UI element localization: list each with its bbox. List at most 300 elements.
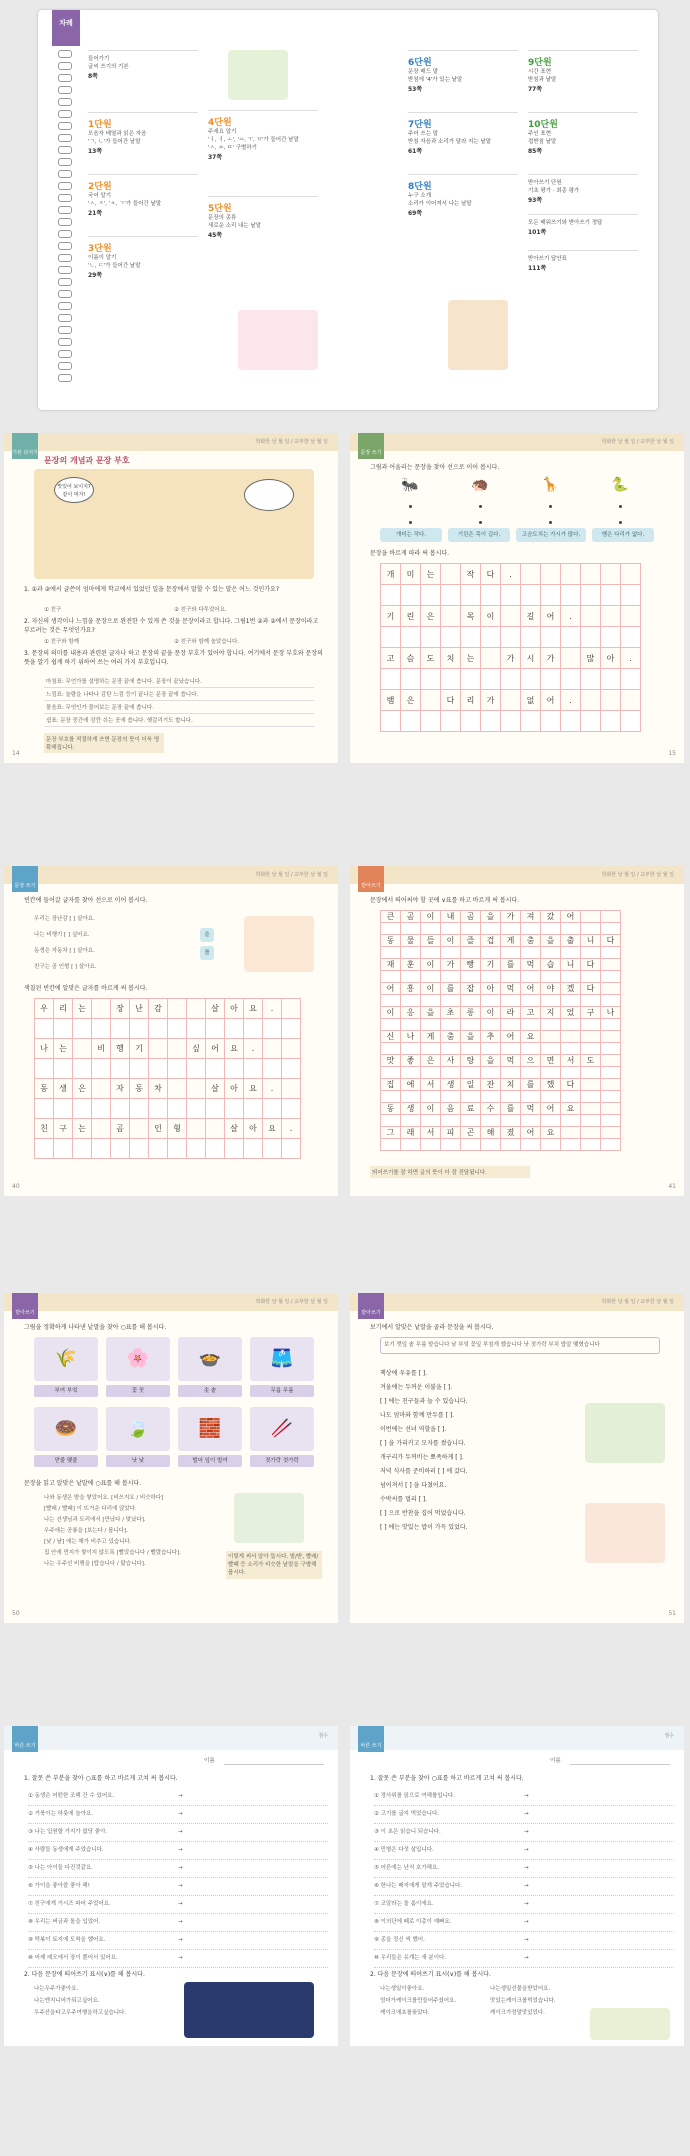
grid-cell[interactable]: 는 <box>421 564 441 585</box>
practice-cell[interactable] <box>421 947 441 959</box>
practice-cell[interactable] <box>481 1091 501 1103</box>
practice-cell[interactable] <box>54 1099 73 1119</box>
practice-cell[interactable] <box>111 1059 130 1079</box>
grid-cell[interactable] <box>601 959 621 971</box>
grid-cell[interactable]: 서 <box>421 1079 441 1091</box>
grid-cell[interactable]: 나 <box>35 1039 54 1059</box>
practice-cell[interactable] <box>441 627 461 648</box>
grid-cell[interactable]: 어 <box>521 1127 541 1139</box>
toc-item-7[interactable] <box>408 112 518 174</box>
grid-cell[interactable]: . <box>263 999 282 1019</box>
practice-cell[interactable] <box>421 711 441 732</box>
grid-cell[interactable]: 이 <box>481 606 501 627</box>
grid-cell[interactable]: 잡 <box>461 983 481 995</box>
grid-cell[interactable]: 비 <box>92 1039 111 1059</box>
practice-cell[interactable] <box>111 1019 130 1039</box>
grid-cell[interactable]: 살 <box>206 1079 225 1099</box>
practice-cell[interactable] <box>501 585 521 606</box>
practice-cell[interactable] <box>601 971 621 983</box>
practice-cell[interactable] <box>581 585 601 606</box>
practice-cell[interactable] <box>481 923 501 935</box>
spacing-grid[interactable] <box>380 910 621 1151</box>
spacing-item[interactable]: 나는엔지니어가되고싶어요. <box>34 1998 100 2004</box>
fill-in-line[interactable]: 이번에는 선녀 역할을 [ ]. <box>380 1426 447 1433</box>
toc-item-6[interactable] <box>408 50 518 112</box>
practice-cell[interactable] <box>168 1019 187 1039</box>
practice-cell[interactable] <box>581 995 601 1007</box>
practice-cell[interactable] <box>381 585 401 606</box>
practice-cell[interactable] <box>461 1139 481 1151</box>
grid-cell[interactable] <box>581 606 601 627</box>
practice-cell[interactable] <box>481 1043 501 1055</box>
practice-cell[interactable] <box>601 947 621 959</box>
grid-cell[interactable] <box>541 1031 561 1043</box>
toc-item-13[interactable] <box>528 250 638 286</box>
practice-cell[interactable] <box>581 971 601 983</box>
practice-cell[interactable] <box>461 627 481 648</box>
fill-in-line[interactable]: [ ] 으로 반찬을 집어 먹었습니다. <box>380 1510 466 1517</box>
practice-cell[interactable] <box>481 1019 501 1031</box>
grid-cell[interactable]: 를 <box>441 983 461 995</box>
grid-cell[interactable] <box>187 1119 206 1139</box>
practice-cell[interactable] <box>621 711 641 732</box>
grid-cell[interactable]: 치 <box>501 1079 521 1091</box>
practice-cell[interactable] <box>561 1139 581 1151</box>
grid-cell[interactable]: 어 <box>541 690 561 711</box>
practice-cell[interactable] <box>501 1115 521 1127</box>
grid-cell[interactable]: 다 <box>481 564 501 585</box>
grid-cell[interactable]: 다 <box>601 935 621 947</box>
grid-cell[interactable]: . <box>263 1079 282 1099</box>
practice-cell[interactable] <box>401 1043 421 1055</box>
grid-cell[interactable]: 요 <box>244 999 263 1019</box>
practice-cell[interactable] <box>263 1139 282 1159</box>
grid-cell[interactable] <box>561 1031 581 1043</box>
spacing-item[interactable]: 우주선을타고우주여행을하고싶습니다. <box>34 2010 127 2016</box>
grid-cell[interactable]: 리 <box>54 999 73 1019</box>
grid-cell[interactable]: 그 <box>381 1127 401 1139</box>
choice-line[interactable]: [빨래 / 빨때] 이 뜨거운 다리에 앉았다. <box>44 1506 137 1512</box>
practice-cell[interactable] <box>441 1067 461 1079</box>
grid-cell[interactable]: 어 <box>541 606 561 627</box>
practice-cell[interactable] <box>282 1019 301 1039</box>
grid-cell[interactable]: 응 <box>401 1007 421 1019</box>
grid-cell[interactable] <box>601 690 621 711</box>
practice-cell[interactable] <box>501 923 521 935</box>
choice-line[interactable]: 나는 우주선 비행을 [탑습니다 / 탔습니다]. <box>44 1561 146 1567</box>
grid-cell[interactable]: 맛 <box>381 1055 401 1067</box>
practice-cell[interactable] <box>501 947 521 959</box>
grid-cell[interactable]: 싶 <box>187 1039 206 1059</box>
grid-cell[interactable]: 음 <box>441 1103 461 1115</box>
practice-cell[interactable] <box>561 669 581 690</box>
word-choice[interactable]: 부여 부엌 <box>34 1385 98 1397</box>
grid-cell[interactable]: 슴 <box>401 648 421 669</box>
grid-cell[interactable]: 먹 <box>521 1103 541 1115</box>
grid-cell[interactable]: 시 <box>521 648 541 669</box>
grid-cell[interactable]: 내 <box>441 911 461 923</box>
practice-cell[interactable] <box>35 1139 54 1159</box>
practice-cell[interactable] <box>581 669 601 690</box>
practice-cell[interactable] <box>461 1043 481 1055</box>
toc-item-9[interactable] <box>528 50 638 112</box>
correction-item[interactable] <box>374 1914 674 1932</box>
sentence-card[interactable]: 고슴도치는 가시가 많다. <box>516 528 586 542</box>
practice-cell[interactable] <box>541 971 561 983</box>
practice-cell[interactable] <box>481 947 501 959</box>
grid-cell[interactable] <box>581 1127 601 1139</box>
practice-cell[interactable] <box>54 1139 73 1159</box>
practice-cell[interactable] <box>441 1043 461 1055</box>
connect-dot[interactable] <box>479 521 482 524</box>
grid-cell[interactable]: 를 <box>501 1103 521 1115</box>
practice-cell[interactable] <box>35 1019 54 1039</box>
practice-cell[interactable] <box>441 923 461 935</box>
grid-cell[interactable]: 친 <box>35 1119 54 1139</box>
correction-item[interactable] <box>374 1932 674 1950</box>
practice-cell[interactable] <box>381 995 401 1007</box>
grid-cell[interactable]: 도 <box>421 648 441 669</box>
practice-cell[interactable] <box>561 627 581 648</box>
practice-cell[interactable] <box>206 1139 225 1159</box>
practice-cell[interactable] <box>282 1099 301 1119</box>
grid-cell[interactable]: 훈 <box>401 959 421 971</box>
grid-cell[interactable]: . <box>621 648 641 669</box>
practice-cell[interactable] <box>421 1091 441 1103</box>
grid-cell[interactable]: 치 <box>441 648 461 669</box>
practice-cell[interactable] <box>501 995 521 1007</box>
grid-cell[interactable]: 생 <box>401 1103 421 1115</box>
grid-cell[interactable]: 먹 <box>521 959 541 971</box>
practice-cell[interactable] <box>561 1019 581 1031</box>
practice-cell[interactable] <box>561 585 581 606</box>
practice-cell[interactable] <box>501 1091 521 1103</box>
practice-cell[interactable] <box>481 1115 501 1127</box>
grid-cell[interactable] <box>206 1119 225 1139</box>
grid-cell[interactable] <box>601 606 621 627</box>
practice-cell[interactable] <box>130 1139 149 1159</box>
grid-cell[interactable]: 아 <box>481 983 501 995</box>
grid-cell[interactable]: 도 <box>581 1055 601 1067</box>
grid-cell[interactable] <box>92 1119 111 1139</box>
grid-cell[interactable]: 살 <box>206 999 225 1019</box>
grid-cell[interactable]: 요 <box>244 1079 263 1099</box>
connect-dot[interactable] <box>549 505 552 508</box>
practice-cell[interactable] <box>206 1059 225 1079</box>
grid-cell[interactable]: 래 <box>401 1127 421 1139</box>
option[interactable]: ① 친구 <box>44 607 62 613</box>
practice-cell[interactable] <box>601 1091 621 1103</box>
connect-dot[interactable] <box>409 521 412 524</box>
grid-cell[interactable] <box>561 1127 581 1139</box>
practice-cell[interactable] <box>561 923 581 935</box>
practice-cell[interactable] <box>541 669 561 690</box>
grid-cell[interactable]: 요 <box>225 1039 244 1059</box>
grid-cell[interactable] <box>581 1079 601 1091</box>
practice-cell[interactable] <box>461 995 481 1007</box>
grid-cell[interactable]: 은 <box>73 1079 92 1099</box>
practice-cell[interactable] <box>541 947 561 959</box>
choice-line[interactable]: 나와 동생은 밭을 쌓았어요. [비쓰지요 / 비슷하다] <box>44 1495 164 1501</box>
grid-cell[interactable]: 장 <box>111 999 130 1019</box>
practice-cell[interactable] <box>441 995 461 1007</box>
grid-cell[interactable] <box>601 1055 621 1067</box>
grid-cell[interactable]: 요 <box>541 1127 561 1139</box>
grid-cell[interactable] <box>521 564 541 585</box>
correction-item[interactable] <box>374 1950 674 1968</box>
writing-grid[interactable] <box>34 998 301 1159</box>
grid-cell[interactable]: 이 <box>421 1103 441 1115</box>
grid-cell[interactable]: 작 <box>461 564 481 585</box>
grid-cell[interactable]: 는 <box>73 1119 92 1139</box>
grid-cell[interactable]: 사 <box>441 1055 461 1067</box>
grid-cell[interactable] <box>581 690 601 711</box>
correction-item[interactable] <box>28 1896 328 1914</box>
sentence-card[interactable]: 기린은 목이 길다. <box>448 528 510 542</box>
correction-item[interactable] <box>374 1878 674 1896</box>
word-choice[interactable]: 꽃 꼿 <box>106 1385 170 1397</box>
grid-cell[interactable] <box>282 999 301 1019</box>
grid-cell[interactable]: 에 <box>401 1079 421 1091</box>
practice-cell[interactable] <box>421 1139 441 1151</box>
practice-cell[interactable] <box>601 585 621 606</box>
grid-cell[interactable]: 요 <box>561 1103 581 1115</box>
practice-cell[interactable] <box>130 1059 149 1079</box>
name-line[interactable] <box>224 1764 324 1765</box>
practice-cell[interactable] <box>206 1019 225 1039</box>
practice-cell[interactable] <box>187 1139 206 1159</box>
practice-cell[interactable] <box>225 1099 244 1119</box>
grid-cell[interactable]: 은 <box>421 606 441 627</box>
grid-cell[interactable]: 나 <box>401 1031 421 1043</box>
practice-cell[interactable] <box>521 1043 541 1055</box>
practice-cell[interactable] <box>381 1091 401 1103</box>
practice-cell[interactable] <box>521 1139 541 1151</box>
grid-cell[interactable]: 자 <box>111 1079 130 1099</box>
practice-cell[interactable] <box>521 947 541 959</box>
grid-cell[interactable] <box>168 1079 187 1099</box>
practice-cell[interactable] <box>187 1059 206 1079</box>
grid-cell[interactable]: 들 <box>421 935 441 947</box>
practice-cell[interactable] <box>541 1115 561 1127</box>
grid-cell[interactable] <box>421 690 441 711</box>
grid-cell[interactable]: 리 <box>461 690 481 711</box>
grid-cell[interactable]: 어 <box>501 1031 521 1043</box>
grid-cell[interactable]: 니 <box>581 935 601 947</box>
correction-item[interactable] <box>28 1950 328 1968</box>
practice-cell[interactable] <box>381 627 401 648</box>
correction-item[interactable] <box>28 1842 328 1860</box>
grid-cell[interactable] <box>92 1079 111 1099</box>
correction-item[interactable] <box>374 1842 674 1860</box>
toc-item-10[interactable] <box>528 112 638 174</box>
grid-cell[interactable]: 아 <box>601 648 621 669</box>
practice-cell[interactable] <box>168 1099 187 1119</box>
fill-in-line[interactable]: 개구리가 두꺼비는 뾰족하게 [ ]. <box>380 1454 464 1461</box>
grid-cell[interactable]: 했 <box>541 1079 561 1091</box>
practice-cell[interactable] <box>601 627 621 648</box>
practice-cell[interactable] <box>601 711 621 732</box>
grid-cell[interactable]: 동 <box>35 1079 54 1099</box>
practice-cell[interactable] <box>381 971 401 983</box>
grid-cell[interactable] <box>561 564 581 585</box>
practice-cell[interactable] <box>421 995 441 1007</box>
grid-cell[interactable]: 춤 <box>441 1031 461 1043</box>
practice-cell[interactable] <box>561 971 581 983</box>
grid-cell[interactable]: 을 <box>461 1031 481 1043</box>
practice-cell[interactable] <box>441 971 461 983</box>
grid-cell[interactable]: 이 <box>481 1007 501 1019</box>
practice-cell[interactable] <box>501 1019 521 1031</box>
word-choice[interactable]: 무릅 무릎 <box>250 1385 314 1397</box>
grid-cell[interactable]: 료 <box>461 1103 481 1115</box>
practice-cell[interactable] <box>601 1019 621 1031</box>
grid-cell[interactable]: 미 <box>401 564 421 585</box>
grid-cell[interactable]: 형 <box>168 1119 187 1139</box>
grid-cell[interactable]: 동 <box>381 935 401 947</box>
practice-cell[interactable] <box>421 1019 441 1031</box>
grid-cell[interactable]: 가 <box>481 690 501 711</box>
grid-cell[interactable]: 가 <box>501 911 521 923</box>
practice-cell[interactable] <box>501 711 521 732</box>
grid-cell[interactable]: . <box>282 1119 301 1139</box>
practice-cell[interactable] <box>521 1019 541 1031</box>
practice-cell[interactable] <box>401 995 421 1007</box>
grid-cell[interactable] <box>501 606 521 627</box>
practice-cell[interactable] <box>481 711 501 732</box>
choice-line[interactable]: [낮 / 낱] 에는 해가 비추고 있습니다. <box>44 1539 132 1545</box>
practice-cell[interactable] <box>263 1099 282 1119</box>
practice-cell[interactable] <box>282 1059 301 1079</box>
practice-cell[interactable] <box>601 669 621 690</box>
grid-cell[interactable]: 탕 <box>461 1055 481 1067</box>
practice-cell[interactable] <box>401 1139 421 1151</box>
practice-cell[interactable] <box>461 1019 481 1031</box>
grid-cell[interactable] <box>149 1039 168 1059</box>
toc-item-1[interactable] <box>88 112 198 174</box>
practice-cell[interactable] <box>441 947 461 959</box>
grid-cell[interactable]: 다 <box>441 690 461 711</box>
grid-cell[interactable]: 이 <box>441 935 461 947</box>
grid-cell[interactable]: 기 <box>481 959 501 971</box>
practice-cell[interactable] <box>421 585 441 606</box>
grid-cell[interactable]: 어 <box>561 911 581 923</box>
practice-cell[interactable] <box>461 923 481 935</box>
practice-cell[interactable] <box>54 1059 73 1079</box>
practice-cell[interactable] <box>149 1019 168 1039</box>
practice-cell[interactable] <box>244 1139 263 1159</box>
grid-cell[interactable] <box>441 606 461 627</box>
practice-cell[interactable] <box>401 1067 421 1079</box>
practice-cell[interactable] <box>561 711 581 732</box>
practice-cell[interactable] <box>441 585 461 606</box>
grid-cell[interactable] <box>581 911 601 923</box>
toc-item-12[interactable] <box>528 214 638 250</box>
grid-cell[interactable]: 었 <box>561 1007 581 1019</box>
grid-cell[interactable] <box>263 1039 282 1059</box>
practice-cell[interactable] <box>581 1115 601 1127</box>
grid-cell[interactable]: 기 <box>130 1039 149 1059</box>
correction-item[interactable] <box>28 1860 328 1878</box>
grid-cell[interactable] <box>601 1079 621 1091</box>
grid-cell[interactable]: 빵 <box>461 959 481 971</box>
grid-cell[interactable]: 생 <box>54 1079 73 1099</box>
practice-cell[interactable] <box>481 669 501 690</box>
grid-cell[interactable]: 지 <box>541 1007 561 1019</box>
grid-cell[interactable]: 추 <box>481 1031 501 1043</box>
spacing-item[interactable]: 맛있는케이크를먹었습니다. <box>490 1998 556 2004</box>
sentence-card[interactable]: 뱀은 다리가 없다. <box>592 528 654 542</box>
connect-dot[interactable] <box>619 521 622 524</box>
practice-cell[interactable] <box>601 1067 621 1079</box>
practice-cell[interactable] <box>581 947 601 959</box>
sentence-card[interactable]: 개미는 작다. <box>380 528 442 542</box>
grid-cell[interactable]: 이 <box>421 983 441 995</box>
grid-cell[interactable] <box>501 690 521 711</box>
grid-cell[interactable]: 을 <box>481 1055 501 1067</box>
practice-cell[interactable] <box>282 1139 301 1159</box>
grid-cell[interactable] <box>581 1103 601 1115</box>
practice-cell[interactable] <box>581 627 601 648</box>
practice-cell[interactable] <box>521 669 541 690</box>
practice-cell[interactable] <box>421 1043 441 1055</box>
practice-cell[interactable] <box>461 669 481 690</box>
grid-cell[interactable]: 초 <box>441 1007 461 1019</box>
practice-cell[interactable] <box>381 1019 401 1031</box>
practice-cell[interactable] <box>73 1019 92 1039</box>
practice-cell[interactable] <box>381 1139 401 1151</box>
practice-cell[interactable] <box>381 923 401 935</box>
grid-cell[interactable]: 어 <box>206 1039 225 1059</box>
practice-cell[interactable] <box>561 1115 581 1127</box>
correction-item[interactable] <box>28 1914 328 1932</box>
grid-cell[interactable]: 린 <box>401 606 421 627</box>
practice-cell[interactable] <box>601 1115 621 1127</box>
practice-cell[interactable] <box>481 1139 501 1151</box>
grid-cell[interactable]: 곤 <box>461 1127 481 1139</box>
grid-cell[interactable]: 잔 <box>481 1079 501 1091</box>
practice-cell[interactable] <box>54 1019 73 1039</box>
practice-cell[interactable] <box>206 1099 225 1119</box>
practice-cell[interactable] <box>481 995 501 1007</box>
practice-cell[interactable] <box>481 1067 501 1079</box>
toc-item-4[interactable] <box>208 110 318 196</box>
choice-box[interactable]: 를 <box>200 946 214 960</box>
grid-cell[interactable] <box>601 911 621 923</box>
option[interactable]: ② 친구와 다투었어요. <box>174 607 227 613</box>
grid-cell[interactable] <box>601 564 621 585</box>
grid-cell[interactable]: 어 <box>521 983 541 995</box>
grid-cell[interactable]: 겠 <box>561 983 581 995</box>
grid-cell[interactable]: 을 <box>481 911 501 923</box>
practice-cell[interactable] <box>168 1059 187 1079</box>
practice-cell[interactable] <box>244 1099 263 1119</box>
grid-cell[interactable]: 뱀 <box>381 690 401 711</box>
practice-cell[interactable] <box>441 1115 461 1127</box>
grid-cell[interactable]: 을 <box>541 935 561 947</box>
practice-cell[interactable] <box>621 669 641 690</box>
grid-cell[interactable]: 해 <box>481 1127 501 1139</box>
practice-cell[interactable] <box>541 1019 561 1031</box>
practice-cell[interactable] <box>481 627 501 648</box>
spacing-item[interactable]: 케이크가정말맛있었다. <box>490 2010 545 2016</box>
spacing-item[interactable]: 나는생일이좋아요. <box>380 1986 425 1992</box>
grid-cell[interactable]: . <box>501 564 521 585</box>
grid-cell[interactable]: 을 <box>421 1007 441 1019</box>
practice-cell[interactable] <box>461 947 481 959</box>
grid-cell[interactable]: 는 <box>461 648 481 669</box>
practice-cell[interactable] <box>601 1139 621 1151</box>
